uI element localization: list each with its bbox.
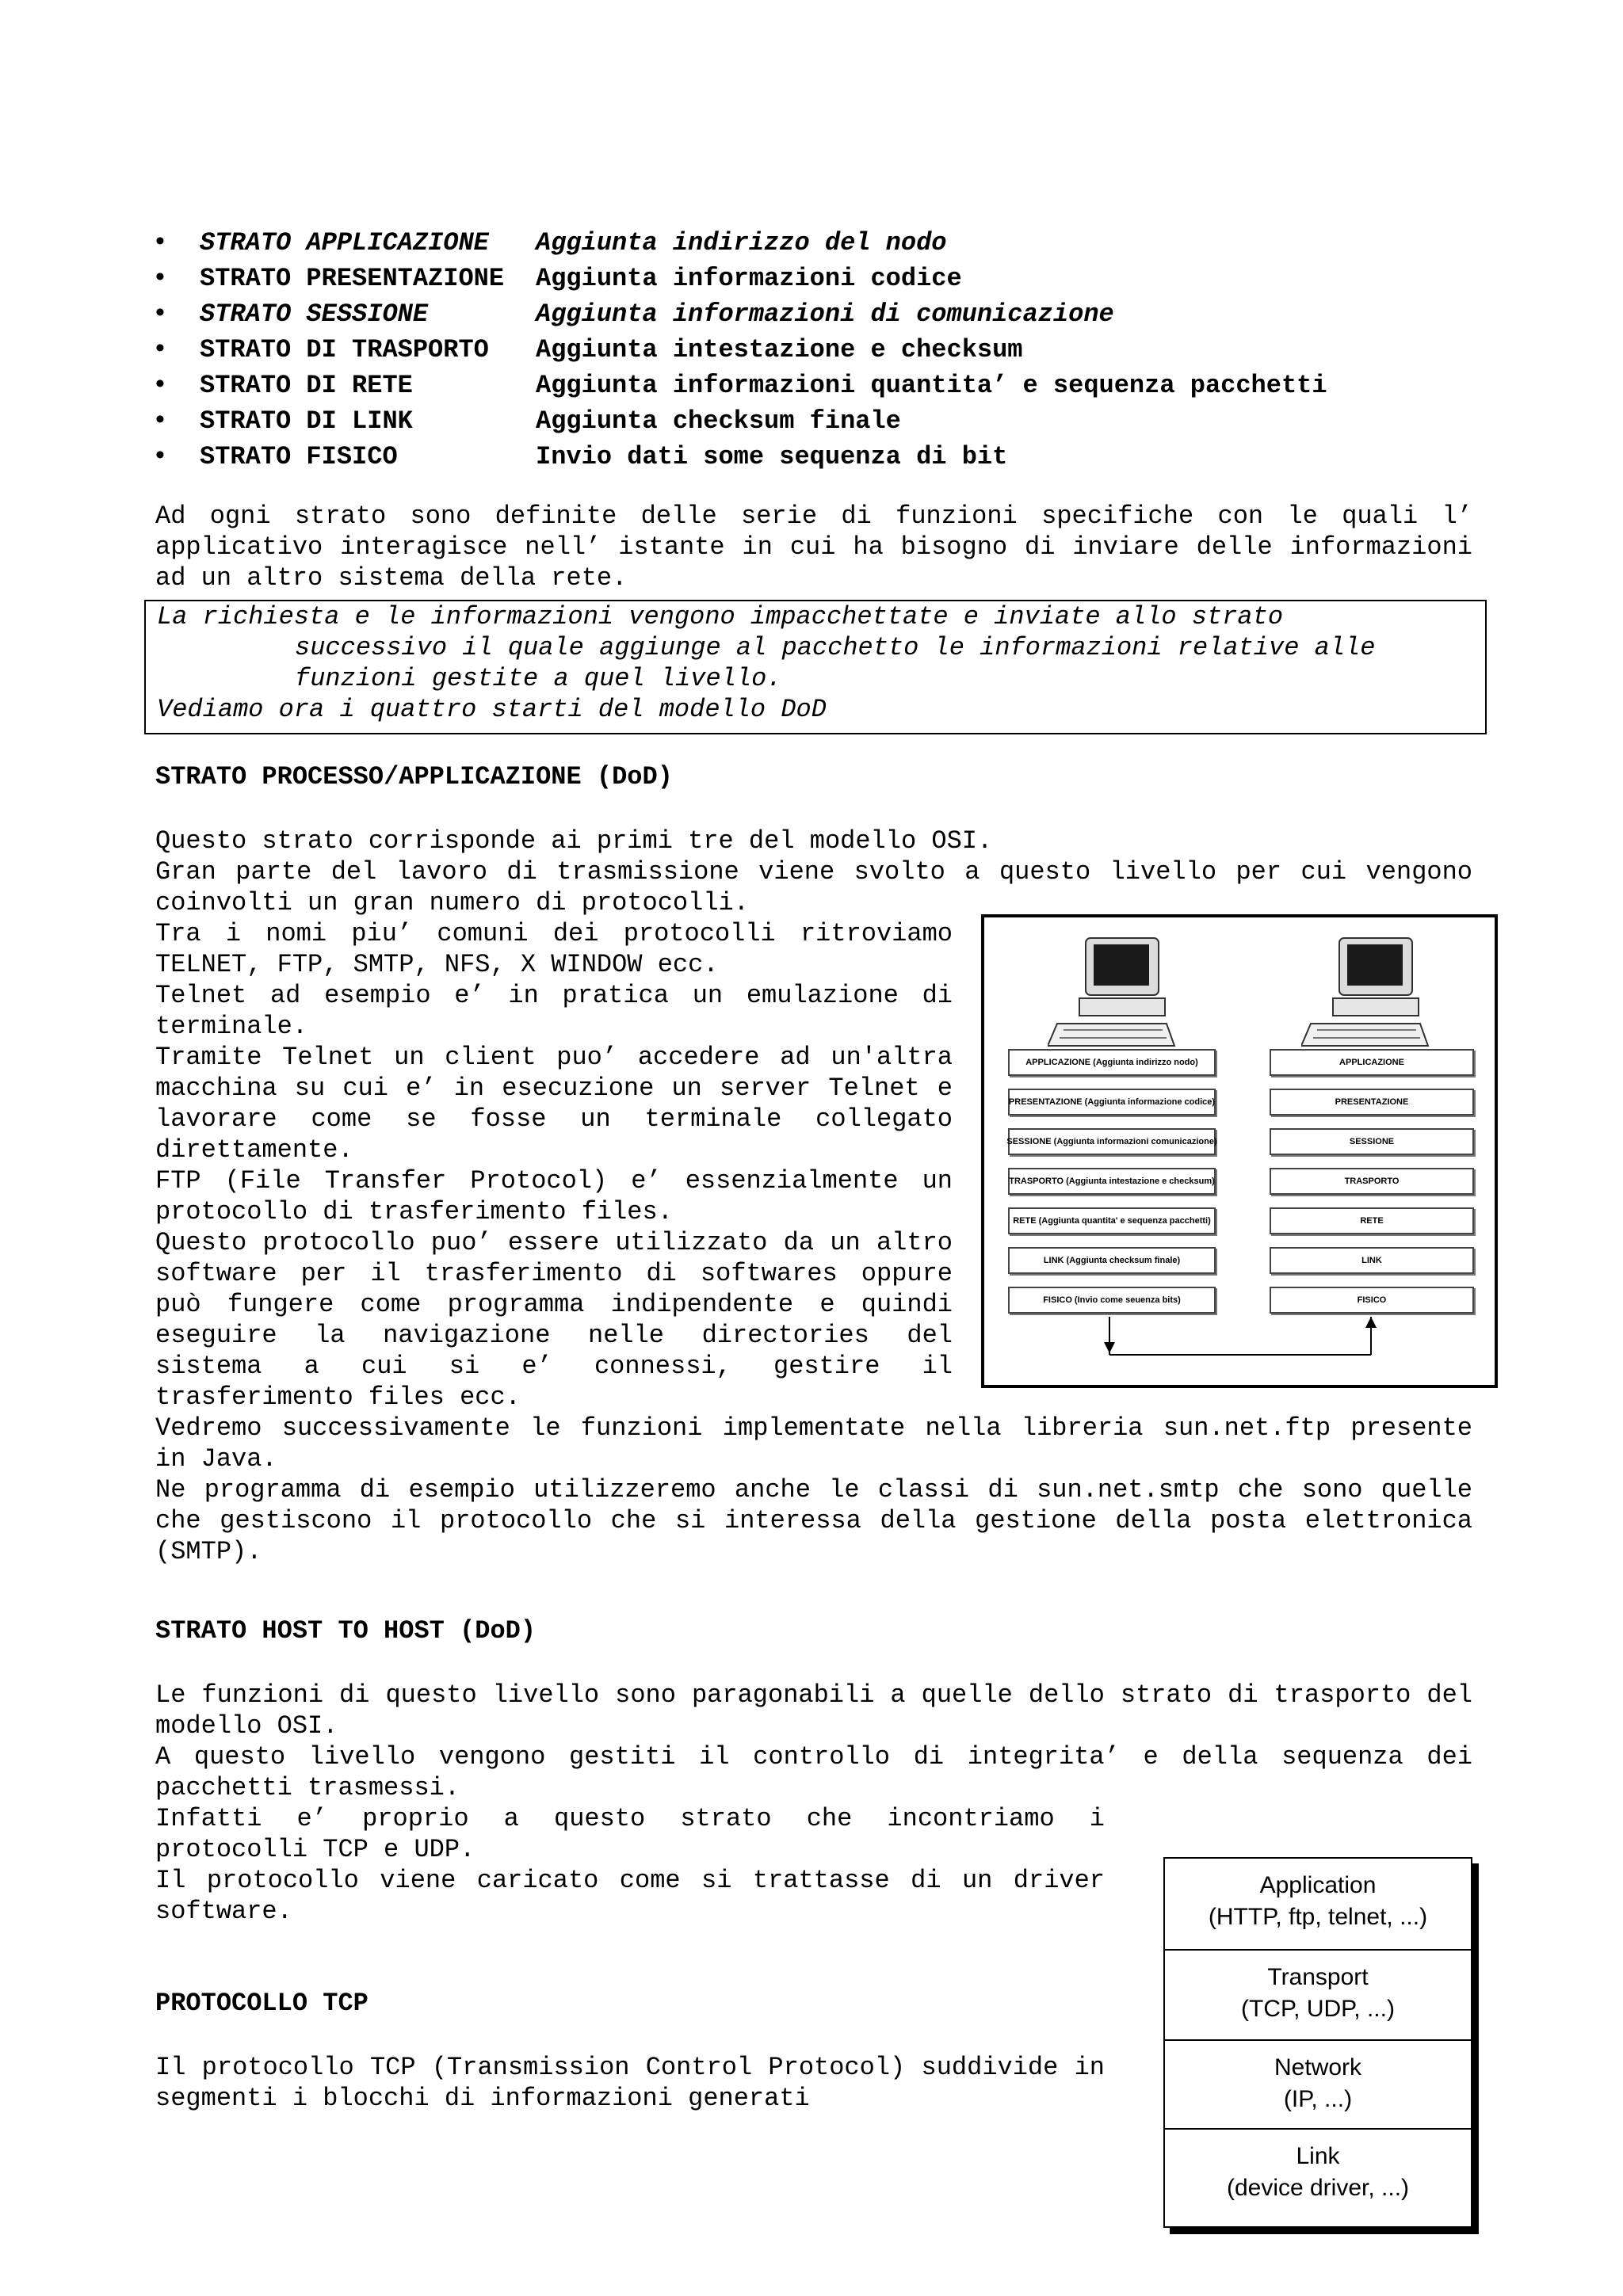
note-line: funzioni gestite a quel livello. [295,664,782,693]
stack-layer-name: Transport [1267,1964,1369,1990]
stack-layer-name: Application [1259,1872,1377,1898]
paragraph: Ne programma di esempio utilizzeremo anche le classi di sun.net.smtp che sono quelle che gestiscono il protocollo che si interessa della gestione della posta elettronica (SMTP). [155,1475,1472,1566]
osi-network-figure [981,914,1498,1388]
list-item [155,334,1503,369]
stack-layer [1165,1859,1471,1946]
section-heading: STRATO PROCESSO/APPLICAZIONE (DoD) [155,762,673,791]
list-item [155,441,1503,476]
bullet-icon: • [155,369,165,399]
osi-layer-box: SESSIONE [1270,1128,1474,1155]
connection-arrow [984,1314,1495,1377]
bullet-icon: • [155,262,165,292]
osi-layer-box: LINK (Aggiunta checksum finale) [1008,1247,1216,1274]
layer-name: STRATO DI TRASPORTO [200,335,489,364]
layer-description: Aggiunta indirizzo del nodo [536,228,947,257]
osi-layer-list [155,227,1503,476]
paragraph: Tra i nomi piu’ comuni dei protocolli ritroviamo TELNET, FTP, SMTP, NFS, X WINDOW ecc. [155,919,953,979]
layer-name: STRATO SESSIONE [200,299,429,329]
note-box [144,600,1487,734]
paragraph: A questo livello vengono gestiti il controllo di integrita’ e della sequenza dei pacchetti trasmessi. [155,1742,1472,1802]
note-line: successivo il quale aggiunge al pacchetto le informazioni relative alle [295,633,1376,662]
paragraph: Tramite Telnet un client puo’ accedere ad un'altra macchina su cui e’ in esecuzione un server Telnet e lavorare come se fosse un terminale collegato direttamente. [155,1043,953,1165]
list-item [155,405,1503,441]
osi-layer-box: LINK [1270,1247,1474,1274]
stack-layer-protocols: (HTTP, ftp, telnet, ...) [1208,1904,1428,1930]
stack-layer [1165,2041,1471,2128]
layer-description: Aggiunta informazioni di comunicazione [536,299,1114,329]
bullet-icon: • [155,227,165,256]
osi-layer-box: RETE [1270,1207,1474,1234]
paragraph: Il protocollo TCP (Transmission Control Protocol) suddivide in segmenti i blocchi di informazioni generati [155,2053,1105,2113]
osi-layer-box: APPLICAZIONE (Aggiunta indirizzo nodo) [1008,1049,1216,1076]
paragraph: Questo protocollo puo’ essere utilizzato da un altro software per il trasferimento di softwares oppure può fungere come programma indipendente e quindi eseguire la navigazione nelle directories del sistema a cui si e’ connessi, gestire il trasferimento files ecc. [155,1228,953,1412]
paragraph: Le funzioni di questo livello sono paragonabili a quelle dello strato di trasporto del modello OSI. [155,1680,1472,1741]
paragraph: Vedremo successivamente le funzioni implementate nella libreria sun.net.ftp presente in Java. [155,1413,1472,1474]
paragraph: Il protocollo viene caricato come si trattasse di un driver software. [155,1866,1105,1926]
section-heading: PROTOCOLLO TCP [155,1989,369,2018]
note-line: Vediamo ora i quattro starti del modello DoD [157,695,827,724]
layer-description: Aggiunta informazioni codice [536,264,962,293]
list-item [155,262,1503,298]
stack-layer-protocols: (device driver, ...) [1226,2175,1410,2201]
bullet-icon: • [155,334,165,363]
layer-description: Aggiunta informazioni quantita’ e sequenza pacchetti [536,371,1327,400]
stack-layer [1165,1951,1471,2038]
stack-layer-name: Network [1274,2054,1362,2081]
paragraph: Gran parte del lavoro di trasmissione viene svolto a questo livello per cui vengono coinvolti un gran numero di protocolli. [155,857,1472,917]
paragraph: Telnet ad esempio e’ in pratica un emulazione di terminale. [155,981,953,1041]
paragraph: Infatti e’ proprio a questo strato che incontriamo i protocolli TCP e UDP. [155,1804,1105,1864]
layer-name: STRATO FISICO [200,442,398,471]
osi-layer-box: RETE (Aggiunta quantita' e sequenza pacchetti) [1008,1207,1216,1234]
stack-layer-protocols: (IP, ...) [1283,2086,1353,2112]
layer-name: STRATO APPLICAZIONE [200,228,489,257]
intro-paragraph: Ad ogni strato sono definite delle serie di funzioni specifiche con le quali l’ applicativo interagisce nell’ istante in cui ha bisogno di inviare delle informazioni ad un altro sistema della rete. [155,502,1472,593]
layer-description: Aggiunta intestazione e checksum [536,335,1023,364]
osi-layer-box: PRESENTAZIONE (Aggiunta informazione codice) [1008,1089,1216,1116]
osi-layer-box: FISICO (Invio come seuenza bits) [1008,1287,1216,1314]
bullet-icon: • [155,441,165,470]
list-item [155,369,1503,405]
layer-name: STRATO DI LINK [200,406,413,436]
layer-description: Aggiunta checksum finale [536,406,901,436]
list-item [155,227,1503,262]
section-heading: STRATO HOST TO HOST (DoD) [155,1616,537,1646]
layer-name: STRATO DI RETE [200,371,413,400]
osi-layer-box: TRASPORTO (Aggiunta intestazione e checksum) [1008,1168,1216,1195]
layer-name: STRATO PRESENTAZIONE [200,264,505,293]
osi-layer-box: SESSIONE (Aggiunta informazioni comunicazione) [1008,1128,1216,1155]
osi-layer-box: APPLICAZIONE [1270,1049,1474,1076]
bullet-icon: • [155,298,165,327]
computer-icon [1048,935,1182,1054]
computer-icon [1301,935,1436,1054]
osi-layer-box: PRESENTAZIONE [1270,1089,1474,1116]
layer-description: Invio dati some sequenza di bit [536,442,1008,471]
stack-layer [1165,2130,1471,2217]
tcpip-stack-figure [1163,1857,1472,2228]
note-line: La richiesta e le informazioni vengono impacchettate e inviate allo strato [157,602,1284,631]
stack-layer-protocols: (TCP, UDP, ...) [1241,1996,1395,2022]
osi-layer-box: FISICO [1270,1287,1474,1314]
paragraph: Questo strato corrisponde ai primi tre del modello OSI. [155,826,993,856]
bullet-icon: • [155,405,165,434]
list-item [155,298,1503,334]
paragraph: FTP (File Transfer Protocol) e’ essenzialmente un protocollo di trasferimento files. [155,1166,953,1226]
osi-layer-box: TRASPORTO [1270,1168,1474,1195]
stack-layer-name: Link [1296,2143,1340,2169]
